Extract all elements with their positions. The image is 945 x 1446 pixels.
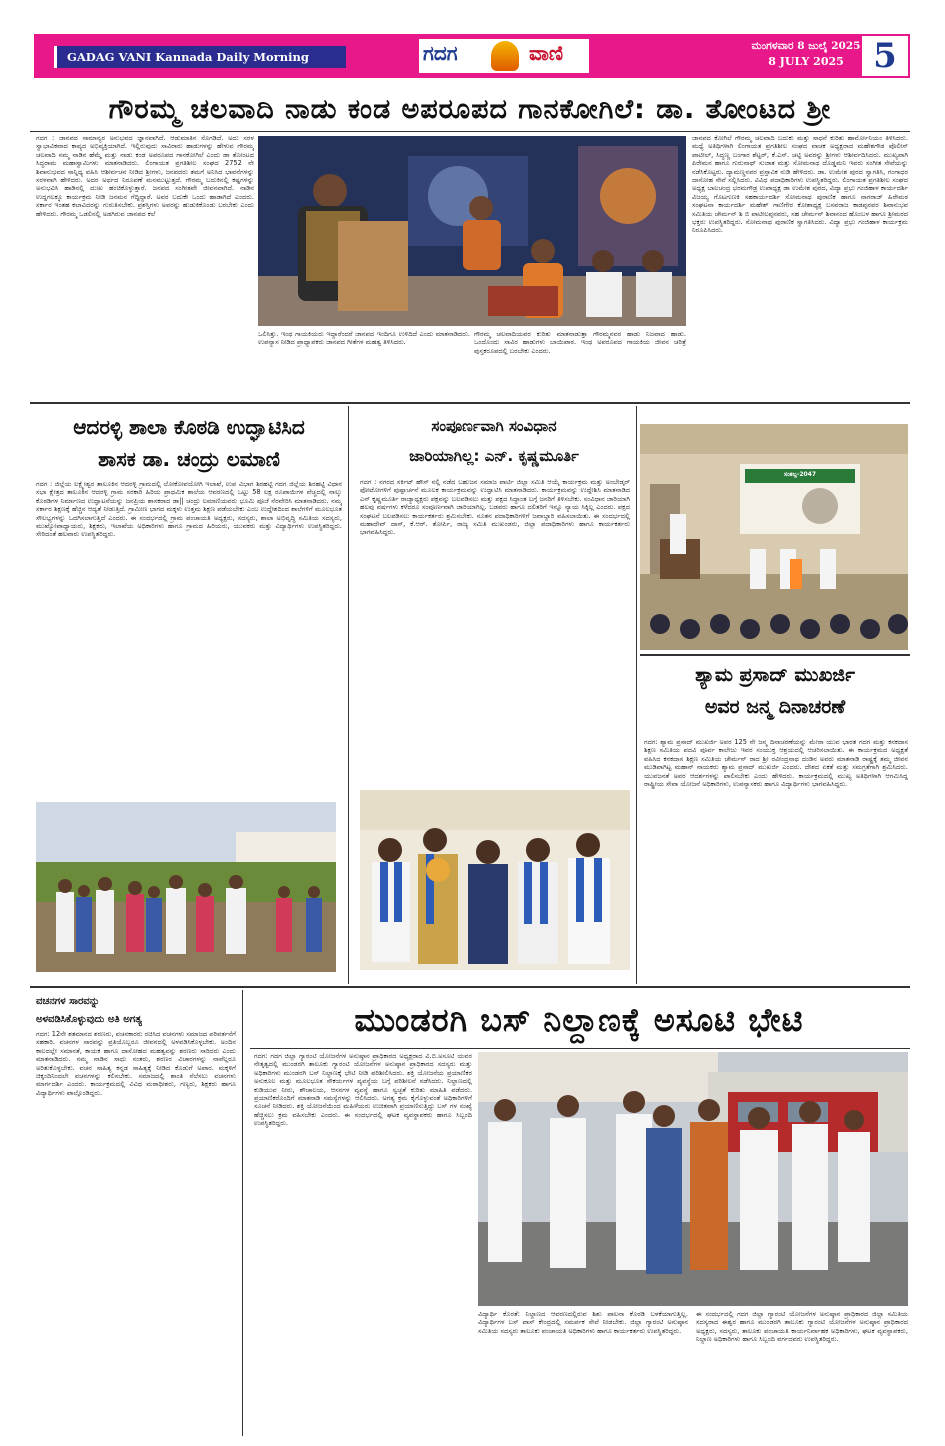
logo-right-text: ವಾಣಿ <box>529 41 564 65</box>
section-divider <box>640 654 910 656</box>
story1-column-bottom-left: ಒಲಿಸಿತ್ತು. ಇಂಥ ಗಾಯಕಿಯರು ಇದ್ದಾರೆಂದರೆ ಜಾನಪದ ಇಂದಿಗೂ ಉಳಿದಿದೆ ಎಂದು ಮಾತನಾಡಿದರು. ಉಪನ್ಯಾಸ ನೀಡಿದ ಪ್ರಾಧ್ಯಾಪಕರು ಜಾನಪದ ಗೀತೆಗಳ ಮಹತ್ವ ತಿಳಿಸಿದರು. <box>258 330 470 347</box>
story2-body: ಗದಗ : ಜಿಲ್ಲೆಯ ಲಕ್ಷ್ಮೇಶ್ವರ ತಾಲೂಕಿನ ಆದರಳ್ಳಿ ಗ್ರಾಮದಲ್ಲಿ ಲೋಕೋಪಯೋಗಿ ಇಲಾಖೆ, ಉಪ ವಿಭಾಗ ಶಿರಹಟ್ಟಿ ಗದಗ ಜಿಲ್ಲೆಯ ಶಿರಹಟ್ಟಿ ವಿಧಾನ ಸಭಾ ಕ್ಷೇತ್ರದ ತಾಲೂಕಿನ ಆದರಳ್ಳಿ ಗ್ರಾಮ ಸರಕಾರಿ ಹಿರಿಯ ಪ್ರಾಥಮಿಕ ಶಾಲೆಯ ಆವರಣದಲ್ಲಿ ಒಟ್ಟು 58 ಲಕ್ಷ ರೂಪಾಯಿಗಳ ವೆಚ್ಚದಲ್ಲಿ ನಾಲ್ಕು ಕೊಠಡಿಗಳ ನಿರ್ಮಾಣದ ಉದ್ಘಾಟನೆಯನ್ನು ಜನಪ್ರಿಯ ಶಾಸಕರಾದ ಡಾ|| ಚಂದ್ರು ಲಮಾಣಿಯವರು ಭೂಮಿ ಪೂಜೆ ನೆರವೇರಿಸಿ ಮಾತನಾಡಿದರು. ನಮ್ಮ ಸರ್ಕಾರ ಶಿಕ್ಷಣಕ್ಕೆ ಹೆಚ್ಚಿನ ಆದ್ಯತೆ ನೀಡುತ್ತಿದೆ. ಗ್ರಾಮೀಣ ಭಾಗದ ಮಕ್ಕಳು ಉತ್ತಮ ಶಿಕ್ಷಣ ಪಡೆಯಬೇಕು ಎಂಬ ಉದ್ದೇಶದಿಂದ ಶಾಲೆಗಳಿಗೆ ಮೂಲಭೂತ ಸೌಲಭ್ಯಗಳನ್ನು ಒದಗಿಸಲಾಗುತ್ತಿದೆ ಎಂದರು. ಈ ಸಂದರ್ಭದಲ್ಲಿ ಗ್ರಾಮ ಪಂಚಾಯತಿ ಅಧ್ಯಕ್ಷರು, ಸದಸ್ಯರು, ಶಾಲಾ ಅಭಿವೃದ್ಧಿ ಸಮಿತಿಯ ಸದಸ್ಯರು, ಮುಖ್ಯೋಪಾಧ್ಯಾಯರು, ಶಿಕ್ಷಕರು, ಇಲಾಖೆಯ ಅಧಿಕಾರಿಗಳು ಹಾಗೂ ಗ್ರಾಮದ ಹಿರಿಯರು, ಯುವಕರು ಮತ್ತು ವಿದ್ಯಾರ್ಥಿಗಳು ಉಪಸ್ಥಿತರಿದ್ದರು. ಸೇರಿದಂತೆ ಹಲವಾರು ಉಪಸ್ಥಿತರಿದ್ದರು. <box>36 480 342 539</box>
story1-column-left: ಗದಗ : ಜಾನಪದ ಸಾಮಾನ್ಯರ ಅನುಭವದ ಜ್ಞಾನವಾಗಿದೆ. ಆಡುಮಾತಿನ ಸೊಗಡಿದೆ. ಅದು ಸರಳ ಸ್ವಾಭಾವಿಕವಾದ ಕಾವ್ಯದ ಅಭಿವ್ಯಕ್ತಿಯಾಗಿದೆ. ಇಲ್ಲಿರುವುದು ಸಾವಿರಾರು ಹಾಡುಗಳನ್ನು ಹೇಳುವ ಗೌರಮ್ಮ ಚಲವಾದಿ ನಮ್ಮ ನಾಡಿನ ಹೆಮ್ಮೆ ಮತ್ತು ನಾಡು ಕಂಡ ಅಪರೂಪದ ಗಾನಕೋಗಿಲೆ ಎಂದು ಡಾ ತೋಂಟದ ಸಿದ್ಧರಾಮ ಮಹಾಸ್ವಾಮಿಗಳು ಮಾತನಾಡಿದರು. ಲಿಂಗಾಯತ ಪ್ರಗತಿಶೀಲ ಸಂಘದ 2752 ನೇ ಶಿವಾನುಭವದ ಸಾನ್ನಿಧ್ಯ ವಹಿಸಿ ಆಶೀರ್ವಚನ ನೀಡಿದ ಶ್ರೀಗಳು, ಜನಪದರು ತಮಗೆ ಅನಿಸಿದ ಭಾವನೆಗಳನ್ನು ಸರಳವಾಗಿ ಹೇಳಿದರು. ಅದರ ಅರ್ಥದ ನಿರೂಪಣೆ ಮನಮುಟ್ಟುತ್ತದೆ. ಗೌರಮ್ಮ ಬದುಕಿನಲ್ಲಿ ಕಷ್ಟಗಳನ್ನು ಅನುಭವಿಸಿ ಹಾಡಿನಲ್ಲಿ ದುಃಖ ಹಂಚಿಕೊಳ್ಳುತ್ತಾರೆ. ಜನಪದ ಸಂಗೀತವೇ ಜೀವನವಾಗಿದೆ. ನಾಡಿನ ಉದ್ದಗಲಕ್ಕೂ ಕಾರ್ಯಕ್ರಮ ನೀಡಿ ಜನಮನ ಗೆದ್ದಿದ್ದಾರೆ. ಅವರ ಬದುಕೇ ಒಂದು ಹಾಡಾಗಿದೆ ಎಂದರು. ಸರ್ಕಾರ ಇಂತಹ ಕಲಾವಿದರನ್ನು ಗುರುತಿಸಬೇಕು. ಪ್ರಶಸ್ತಿಗಳು ಅವರನ್ನು ಹುಡುಕಿಕೊಂಡು ಬರಬೇಕು ಎಂದು ಹೇಳಿದರು. ಗೌರಮ್ಮ ಒಡಲಿನಲ್ಲಿ ಅಡಗಿರುವ ಜಾನಪದ ಕಲೆ <box>36 134 254 218</box>
story4-headline-line2: ಅವರ ಜನ್ಮ ದಿನಾಚರಣೆ <box>704 696 846 718</box>
logo-figure-icon <box>491 41 519 71</box>
column-rule <box>348 406 349 984</box>
story2-headline-line1: ಆದರಳ್ಳಿ ಶಾಲಾ ಕೊಠಡಿ ಉದ್ಘಾಟಿಸಿದ <box>73 415 305 439</box>
story1-column-bottom-mid: ಗೌರಮ್ಮ ಚಲವಾದಿಯವರ ಕುರಿತು ಮಾತನಾಡುತ್ತಾ ಗೌರಮ್ಮನವರ ಹಾಡು ನಿಜವಾದ ಹಾಡು. ಒಂದೊಂದು ಸಾವಿರ ಹಾಡುಗಳು ಬಾಯಿಪಾಠ. ಇಂಥ ಅಪರೂಪದ ಗಾಯಕಿಯ ಜೀವನ ಚರಿತ್ರೆ ಪುಸ್ತಕರೂಪದಲ್ಲಿ ಬರಬೇಕು ಎಂದರು. <box>474 330 686 355</box>
story3-headline-line1: ಸಂಪೂರ್ಣವಾಗಿ ಸಂವಿಧಾನ <box>431 417 557 435</box>
story4-photo <box>640 424 908 650</box>
section-divider <box>30 986 910 988</box>
date-english: 8 JULY 2025 <box>768 55 844 68</box>
story2-headline-line2: ಶಾಸಕ ಡಾ. ಚಂದ್ರು ಲಮಾಣಿ <box>98 447 280 471</box>
story1-photo <box>258 136 686 326</box>
story6-column-mid: ವಿದ್ಯಾರ್ಥಿ ಕೊರತೆ: ನಿಲ್ದಾಣದ ಆವರಣದಲ್ಲಿರುವ ಶಿಶು ಪಾಲನಾ ಕೊಠಡಿ ಬಳಕೆಯಾಗುತ್ತಿಲ್ಲ. ವಿದ್ಯಾರ್ಥಿಗಳ ಬಸ್ ಪಾಸ್ ಕೇಂದ್ರದಲ್ಲಿ ಸಮರ್ಪಕ ಸೇವೆ ನೀಡಬೇಕು. ಜಿಲ್ಲಾ ಗ್ಯಾರಂಟಿ ಅನುಷ್ಠಾನ ಸಮಿತಿಯ ಸದಸ್ಯರು ತಾಲೂಕು ಪಂಚಾಯತಿ ಅಧಿಕಾರಿಗಳು ಹಾಗೂ ಕಾರ್ಯಕರ್ತರು ಉಪಸ್ಥಿತರಿದ್ದರು. <box>478 1310 688 1335</box>
story6-column-left: ಗದಗ: ಗದಗ ಜಿಲ್ಲಾ ಗ್ಯಾರಂಟಿ ಯೋಜನೆಗಳ ಅನುಷ್ಠಾನ ಪ್ರಾಧಿಕಾರದ ಅಧ್ಯಕ್ಷರಾದ ವಿ.ಬಿ.ಅಸೂಟಿ ಯವರ ನೇತೃತ್ವದಲ್ಲಿ ಮುಂಡರಗಿ ತಾಲೂಕು ಗ್ಯಾರಂಟಿ ಯೋಜನೆಗಳ ಅನುಷ್ಠಾನ ಪ್ರಾಧಿಕಾರದ ಸದಸ್ಯರು ಮತ್ತು ಅಧಿಕಾರಿಗಳು ಮುಂಡರಗಿ ಬಸ್ ನಿಲ್ದಾಣಕ್ಕೆ ಭೇಟಿ ನೀಡಿ ಪರಿಶೀಲಿಸಿದರು. ಶಕ್ತಿ ಯೋಜನೆಯ ಪ್ರಯಾಣಿಕರ ಅನುಕೂಲ ಮತ್ತು ಮೂಲಭೂತ ಸೌಕರ್ಯಗಳ ವ್ಯವಸ್ಥೆಯ ಬಗ್ಗೆ ಪರಿಶೀಲನೆ ನಡೆಸಿದರು. ನಿಲ್ದಾಣದಲ್ಲಿ ಕುಡಿಯುವ ನೀರು, ಶೌಚಾಲಯ, ಆಸನಗಳ ವ್ಯವಸ್ಥೆ ಹಾಗೂ ಸ್ವಚ್ಛತೆ ಕುರಿತು ಮಾಹಿತಿ ಪಡೆದರು. ಪ್ರಯಾಣಿಕರೊಂದಿಗೆ ಮಾತನಾಡಿ ಸಮಸ್ಯೆಗಳನ್ನು ಆಲಿಸಿದರು. ಅಗತ್ಯ ಕ್ರಮ ಕೈಗೊಳ್ಳುವಂತೆ ಅಧಿಕಾರಿಗಳಿಗೆ ಸೂಚನೆ ನೀಡಿದರು. ಶಕ್ತಿ ಯೋಜನೆಯಿಂದ ಮಹಿಳೆಯರು ಉಚಿತವಾಗಿ ಪ್ರಯಾಣಿಸುತ್ತಿದ್ದು ಬಸ್ ಗಳ ಸಂಖ್ಯೆ ಹೆಚ್ಚಿಸಲು ಕ್ರಮ ವಹಿಸಬೇಕು ಎಂದರು. ಈ ಸಂದರ್ಭದಲ್ಲಿ ಘಟಕ ವ್ಯವಸ್ಥಾಪಕರು ಹಾಗೂ ಸಿಬ್ಬಂದಿ ಉಪಸ್ಥಿತರಿದ್ದರು. <box>254 1052 472 1128</box>
bus-stand-visit-image <box>478 1052 908 1306</box>
story3-body: ಗದಗ : ನಗರದ ಸರ್ಕಿಟ್ ಹೌಸ್ ನಲ್ಲಿ ನಡೆದ ಬಹುಜನ ಸಮಾಜ ಪಾರ್ಟಿ ಜಿಲ್ಲಾ ಸಮಿತಿ ಆಯ್ಕೆ ಕಾರ್ಯಕ್ರಮ ಮತ್ತು ಅಂಬೇಡ್ಕರ್ ಫೋಟೋಗಳಿಗೆ ಪುಷ್ಪಾರ್ಚನೆ ಮೂಲಕ ಕಾರ್ಯಕ್ರಮವನ್ನು ಉದ್ಘಾಟಿಸಿ ಮಾತನಾಡಿದರು. ಕಾರ್ಯಕ್ರಮವನ್ನು ಉದ್ದೇಶಿಸಿ ಮಾತನಾಡಿದ ಎನ್ ಕೃಷ್ಣಮೂರ್ತಿ ರಾಜ್ಯಾಧ್ಯಕ್ಷರು ಪಕ್ಷವನ್ನು ಬಲಪಡಿಸಲು ಮತ್ತು ಪಕ್ಷದ ಸಿದ್ಧಾಂತ ಬಗ್ಗೆ ಜನರಿಗೆ ತಿಳಿಸಬೇಕು. ಸಂವಿಧಾನ ಜಾರಿಯಾಗಿ ಹಲವು ವರ್ಷಗಳು ಕಳೆದರೂ ಸಂಪೂರ್ಣವಾಗಿ ಜಾರಿಯಾಗಿಲ್ಲ. ಬಡವರು ಹಾಗೂ ದಲಿತರಿಗೆ ಇನ್ನೂ ನ್ಯಾಯ ಸಿಕ್ಕಿಲ್ಲ ಎಂದರು. ಪಕ್ಷದ ಸಂಘಟನೆ ಬಲಪಡಿಸಲು ಕಾರ್ಯಕರ್ತರು ಶ್ರಮಿಸಬೇಕು. ನೂತನ ಪದಾಧಿಕಾರಿಗಳಿಗೆ ಜವಾಬ್ದಾರಿ ವಹಿಸಲಾಯಿತು. ಈ ಸಂದರ್ಭದಲ್ಲಿ ಮಹಾದೇವ್ ದಾಸ್, ಕೆ.ಆರ್. ತೋರ್ಪಿ, ರಾಜ್ಯ ಸಮಿತಿ ಮುಖಂಡರು, ಜಿಲ್ಲಾ ಪದಾಧಿಕಾರಿಗಳು ಹಾಗೂ ಕಾರ್ಯಕರ್ತರು ಭಾಗವಹಿಸಿದ್ದರು. <box>360 478 630 537</box>
banner-text: ಸಂಕಲ್ಪ-2047 <box>783 471 817 478</box>
masthead <box>34 34 910 78</box>
divider <box>250 1048 910 1049</box>
story5-body: ಗದಗ: 12ನೇ ಶತಮಾನದ ಶರಣರು, ವಚನಕಾರರು ರಚಿಸಿದ ವಚನಗಳು ಸಮಾಜದ ಪರಿವರ್ತನೆಗೆ ಸಹಕಾರಿ. ವಚನಗಳ ಸಾರವನ್ನು ಪ್ರತಿಯೊಬ್ಬರೂ ಜೀವನದಲ್ಲಿ ಅಳವಡಿಸಿಕೊಳ್ಳಬೇಕು. ಅಂದಿನ ಕಾಲದಲ್ಲೇ ಸಮಾನತೆ, ಕಾಯಕ ಹಾಗೂ ದಾಸೋಹದ ಮಹತ್ವವನ್ನು ಶರಣರು ಸಾರಿದರು ಎಂದು ಮಾತನಾಡಿದರು. ನಮ್ಮ ನಾಡಿನ ಸಾಧು ಸಂತರು, ಶರಣರ ವಿಚಾರಗಳನ್ನು ನಾವೆಲ್ಲರೂ ಅರಿತುಕೊಳ್ಳಬೇಕು. ವಚನ ಸಾಹಿತ್ಯ ಕನ್ನಡ ಸಾಹಿತ್ಯಕ್ಕೆ ನೀಡಿದ ಕೊಡುಗೆ ಅಪಾರ. ಮಕ್ಕಳಿಗೆ ಚಿಕ್ಕಂದಿನಿಂದಲೇ ವಚನಗಳನ್ನು ಕಲಿಸಬೇಕು. ಸಮಾಜದಲ್ಲಿ ಶಾಂತಿ ನೆಲೆಸಲು ವಚನಗಳು ಮಾರ್ಗದರ್ಶಿ ಎಂದರು. ಕಾರ್ಯಕ್ರಮದಲ್ಲಿ ವಿವಿಧ ಮಠಾಧೀಶರು, ಗಣ್ಯರು, ಶಿಕ್ಷಕರು ಹಾಗೂ ವಿದ್ಯಾರ್ಥಿಗಳು ಪಾಲ್ಗೊಂಡಿದ್ದರು. <box>36 1030 236 1097</box>
school-inauguration-image <box>36 802 336 972</box>
section-divider <box>30 402 910 404</box>
story6-headline: ಮುಂಡರಗಿ ಬಸ್ ನಿಲ್ದಾಣಕ್ಕೆ ಅಸೂಟಿ ಭೇಟಿ <box>354 1001 804 1039</box>
column-rule <box>242 990 243 1436</box>
newspaper-logo <box>419 39 589 73</box>
story4-body: ಗದಗ: ಶ್ಯಾಮ ಪ್ರಸಾದ್ ಮುಖರ್ಜಿ ಅವರ 125 ನೇ ಜನ್ಮ ದಿನಾಚರಣೆಯನ್ನು ಮೇರಾ ಯುವ ಭಾರತ ಗದಗ ಮತ್ತು ಕನಕದಾಸ ಶಿಕ್ಷಣ ಸಮಿತಿಯ ಪದವಿ ಪೂರ್ವ ಕಾಲೇಜು ಇವರ ಸಂಯುಕ್ತ ಆಶ್ರಯದಲ್ಲಿ ಆಚರಿಸಲಾಯಿತು. ಈ ಕಾರ್ಯಕ್ರಮದ ಅಧ್ಯಕ್ಷತೆ ವಹಿಸಿದ ಕನಕದಾಸ ಶಿಕ್ಷಣ ಸಮಿತಿಯ ಚೇರ್ಮನ್ ರಾದ ಶ್ರೀ ರವೀಂದ್ರನಾಥ ದಂಡಿನ ಅವರು ಮಾತನಾಡಿ ರಾಷ್ಟ್ರಕ್ಕೆ ತಮ್ಮ ಜೀವನ ಮುಡಿಪಾಗಿಟ್ಟ ಮಹಾನ್ ನಾಯಕರು ಶ್ಯಾಮ ಪ್ರಸಾದ್ ಮುಖರ್ಜಿ ಎಂದರು. ದೇಶದ ಏಕತೆ ಮತ್ತು ಸಮಗ್ರತೆಗಾಗಿ ಶ್ರಮಿಸಿದರು. ಯುವಜನತೆ ಅವರ ಆದರ್ಶಗಳನ್ನು ಪಾಲಿಸಬೇಕು ಎಂದು ಹೇಳಿದರು. ಕಾರ್ಯಕ್ರಮದಲ್ಲಿ ಮುಖ್ಯ ಅತಿಥಿಗಳಾಗಿ ಆಗಮಿಸಿದ್ದ ರಾಷ್ಟ್ರೀಯ ಸೇವಾ ಯೋಜನೆ ಅಧಿಕಾರಿಗಳು, ಉಪನ್ಯಾಸಕರು ಹಾಗೂ ವಿದ್ಯಾರ್ಥಿಗಳು ಭಾಗವಹಿಸಿದ್ದರು. <box>644 738 908 789</box>
story2-photo <box>36 802 336 972</box>
date-kannada: ಮಂಗಳವಾರ 8 ಜುಲೈ 2025 <box>751 40 861 52</box>
story5-headline-line2: ಅಳವಡಿಸಿಕೊಳ್ಳುವುದು ಅತಿ ಅಗತ್ಯ <box>36 1014 142 1025</box>
stage-scene-image <box>258 136 686 326</box>
story6-column-right: ಈ ಸಂದರ್ಭದಲ್ಲಿ ಗದಗ ಜಿಲ್ಲಾ ಗ್ಯಾರಂಟಿ ಯೋಜನೆಗಳ ಅನುಷ್ಠಾನ ಪ್ರಾಧಿಕಾರದ ಜಿಲ್ಲಾ ಸಮಿತಿಯ ಸದಸ್ಯರಾದ ಈಶ್ವರ ಹಾಗೂ ಮುಂಡರಗಿ ತಾಲೂಕು ಗ್ಯಾರಂಟಿ ಯೋಜನೆಗಳ ಅನುಷ್ಠಾನ ಪ್ರಾಧಿಕಾರದ ಅಧ್ಯಕ್ಷರು, ಸದಸ್ಯರು, ತಾಲೂಕು ಪಂಚಾಯತಿ ಕಾರ್ಯನಿರ್ವಾಹಕ ಅಧಿಕಾರಿಗಳು, ಘಟಕ ವ್ಯವಸ್ಥಾಪಕರು, ನಿಲ್ದಾಣ ಅಧಿಕಾರಿಗಳು ಹಾಗೂ ಸಿಬ್ಬಂದಿ ವರ್ಗದವರು ಉಪಸ್ಥಿತರಿದ್ದರು. <box>696 1310 908 1344</box>
story6-photo <box>478 1052 908 1306</box>
hall-event-image <box>640 424 908 650</box>
publication-label: GADAG VANI Kannada Daily Morning <box>54 46 346 68</box>
story1-column-right: ಜಾನಪದ ಕೋಗಿಲೆ ಗೌರಮ್ಮ ಚಲವಾದಿ ಬದುಕು ಮತ್ತು ಸಾಧನೆ ಕುರಿತು ಹಾರ್ಮೋನಿಯಂ ತಿಳಿಸಿದರು. ಮಧ್ಯೆ ಅತಿಥಿಗಳಾಗಿ ಲಿಂಗಾಯತ ಪ್ರಗತಿಶೀಲ ಸಂಘದ ವಾಚಕ ಅಧ್ಯಕ್ಷರಾದ ಮಹೇಶಗೌಡ ಪೊಲೀಸ್ ಪಾಟೀಲ್, ಸಿದ್ಧಣ್ಣ ಬಂಗಾರ ಶೆಟ್ಟರ್, ಕೆ.ಎಸ್. ಚಟ್ಟಿ ಅವರನ್ನು ಶ್ರೀಗಳು ಆಶೀರ್ವದಿಸಿದರು. ಮುಖ್ಯವಾಗಿ ಪಿರೇಮನ ಹಾಗೂ ಗುರುನಾಥ್ ಸುಜಾತ ಮತ್ತು ಸೋಮನಾಥ ದೊಡ್ಡಮನಿ ಇವರು ಸಂಗೀತ ಸೇವೆಯನ್ನು ನಡೆಸಿಕೊಟ್ಟರು. ದ್ಯಾಮಣ್ಣನವರ ಪ್ರಸ್ತಾವಿಕ ನುಡಿ ಹೇಳಿದರು. ಡಾ. ಉಮೇಶ ಪುರದ ಸ್ವಾಗತಿಸಿ, ಗಂಗಾಧರ ದಾಸೋಹ ಸೇವೆ ಸಲ್ಲಿಸಿದರು. ವಿವಿಧ ಪದಾಧಿಕಾರಿಗಳು ಉಪಸ್ಥಿತರಿದ್ದರು. ಲಿಂಗಾಯತ ಪ್ರಗತಿಶೀಲ ಸಂಘದ ಅಧ್ಯಕ್ಷ ಬಾಲಚಂದ್ರ ಭರಮಗೌಡ್ರ ಉಪಾಧ್ಯಕ್ಷ ಡಾ ಉಮೇಶ ಪುರದ, ವಿದ್ಯಾ ಪ್ರಭು ಗಂಜಿಹಾಳ ಕಾರ್ಯದರ್ಶಿ ವಿಜಯ್ಯ ಗೊಟಗುಣಕಿ ಸಹಕಾರ್ಯದರ್ಶಿ ಸೋಮನಾಥ ಪುರಾಣಿಕ ಹಾಗೂ ನಾಗರಾಜ್ ಹಿರೇಮಠ ಸಂಘಟನಾ ಕಾರ್ಯದರ್ಶಿ ಮಹೇಶ್ ಗಾಣಿಗೇರ ಕೋಶಾಧ್ಯಕ್ಷ ಬಸವರಾಜ ಕಾಡಪ್ಪನವರ ಶಿವಾನುಭವ ಸಮಿತಿಯ ಚೇರ್ಮನ್ ಶಿ ಬಿ ಪಾಟೀಲಪ್ಪನವರು, ಸಹ ಚೇರ್ಮನ್ ಶಿವಾನಂದ ಹೊಂಬಳ ಹಾಗೂ ಶ್ರೀಮಠದ ಭಕ್ತರು ಉಪಸ್ಥಿತರಿದ್ದರು. ಸೋಮನಾಥ ಪುರಾಣಿಕ ಸ್ವಾಗತಿಸಿದರು. ವಿದ್ಯಾ ಪ್ರಭು ಗಂಜಿಹಾಳ ಕಾರ್ಯಕ್ರಮ ನಿರೂಪಿಸಿದರು. <box>692 134 908 235</box>
divider <box>30 131 910 132</box>
logo-left-text: ಗದಗ <box>423 41 458 65</box>
story3-photo <box>360 790 630 970</box>
story5-headline-line1: ವಚನಗಳ ಸಾರವನ್ನು <box>36 996 100 1007</box>
page-number: 5 <box>862 36 908 76</box>
bsp-felicitation-image <box>360 790 630 970</box>
story1-headline: ಗೌರಮ್ಮ ಚಲವಾದಿ ನಾಡು ಕಂಡ ಅಪರೂಪದ ಗಾನಕೋಗಿಲೆ: ಡಾ. ತೋಂಟದ ಶ್ರೀ <box>108 94 832 125</box>
column-rule <box>636 406 637 984</box>
story3-headline-line2: ಜಾರಿಯಾಗಿಲ್ಲ: ಎನ್. ಕೃಷ್ಣಮೂರ್ತಿ <box>409 447 579 465</box>
story4-headline-line1: ಶ್ಯಾಮ ಪ್ರಸಾದ್ ಮುಖರ್ಜಿ <box>695 664 855 686</box>
